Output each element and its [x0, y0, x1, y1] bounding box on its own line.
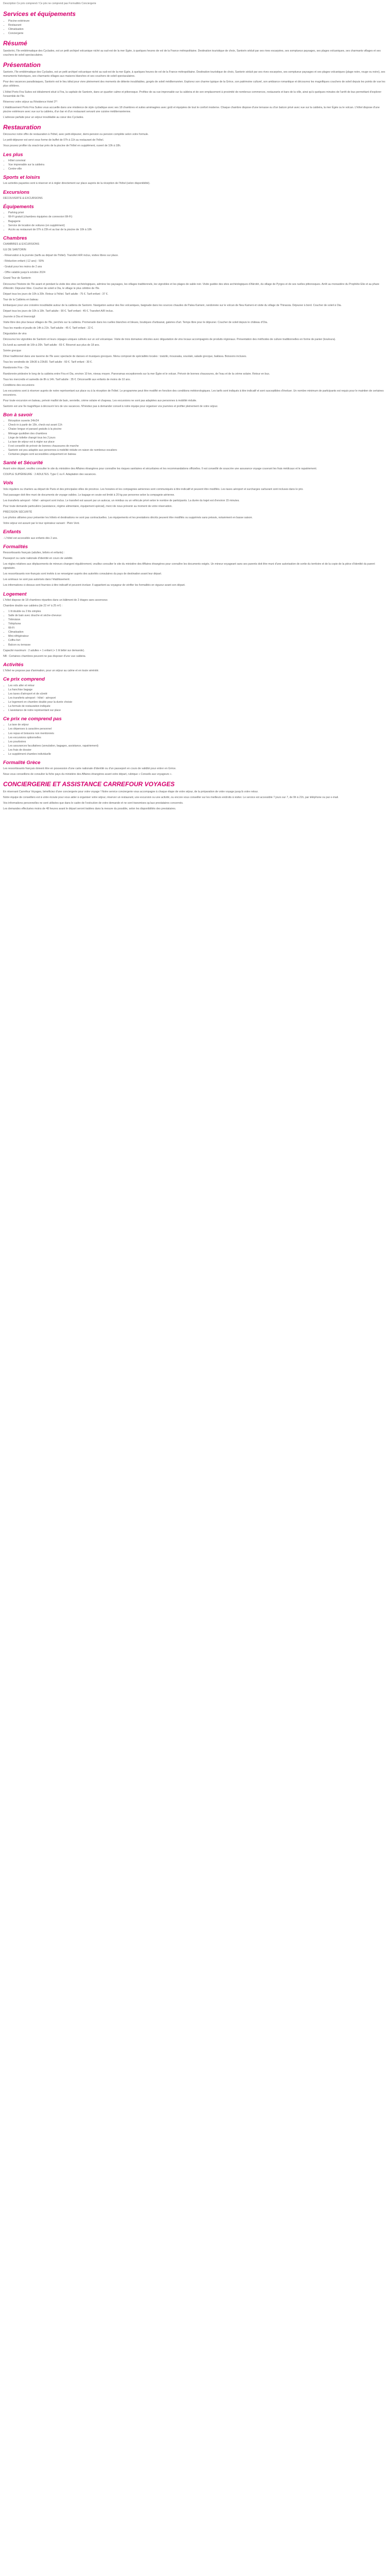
- list-item: • Les transferts aéroport - hôtel - aéroport: [8, 696, 388, 700]
- paragraph: - Gratuit pour les moins de 2 ans: [3, 265, 42, 269]
- paragraph: En réservant Carrefour Voyages, bénéficiez d'une conciergerie pour votre voyage ! Notre service conciergerie vous accompagne à chaque étape de votre séjour, de la préparation de votre voyage jusqu'à votre retour.: [3, 790, 258, 793]
- paragraph: Sandoríni, l'île emblématique des Cyclades, est un petit archipel volcanique niché au sud-est de la mer Egée, à quelques heures de vol de la France métropolitaine. Destination touristique de choix, Santorin séduit par ses rives escarpées, ses somptueux paysages, ses plages volcaniques, ses charmants villages et ses couchers de soleil spectaculaires.: [3, 49, 381, 57]
- paragraph: Nous vous conseillons de consulter la fiche pays du ministère des Affaires étrangères avant votre départ, rubrique « Conseils aux voyageurs ».: [3, 773, 172, 776]
- paragraph: Notre équipe de conseillers est à votre écoute pour vous aider à organiser votre séjour, réserver un restaurant, une excursion ou une activité, ou encore vous conseiller sur les meilleurs endroits à visiter. Le service est accessible 7 jours sur 7, de 9h à 21h, par téléphone ou par e-mail.: [3, 795, 339, 799]
- paragraph: Pour des vacances paradisiaques, Santorin est le lieu idéal pour vivre pleinement des moments de détente inoubliables, gorgés de soleil méditerranéen. Explorez son charme typique de la Grèce, son patrimoine culturel, son ambiance romantique et découvrez les magnifiques couchers de soleil depuis les points de vue les plus célèbres.: [3, 80, 385, 88]
- list-item: • Restaurant: [8, 23, 388, 27]
- paragraph: Visite libre des plus beaux villages de l'île, perchés sur la caldeira. Promenade dans les ruelles blanches et bleues, boutiques d'artisanat, galeries d'art. Temps libre pour le déjeuner. Coucher de soleil depuis le château d'Oia.: [3, 320, 268, 324]
- list-item: • Les repas et boissons non mentionnés: [8, 732, 388, 736]
- list-item: • Les assurances facultatives (annulation, bagages, assistance, rapatriement): [8, 744, 388, 748]
- section-heading: Enfants: [3, 529, 21, 535]
- paragraph: Les ressortissants français doivent être en possession d'une carte nationale d'identité ou d'un passeport en cours de validité pour entrer en Grèce.: [3, 767, 176, 771]
- paragraph: Embarquez pour une croisière inoubliable autour de la caldeira de Santorin. Navigation autour des îles volcaniques, baignade dans les sources chaudes de Palea Kameni, randonnée sur le volcan de Nea Kameni et visite du village de Thirassia. Déjeuner à bord. Coucher de soleil à Oia.: [3, 303, 342, 307]
- bullet-list: [3, 211, 388, 231]
- section-heading: Services et équipements: [3, 10, 76, 18]
- paragraph: Les photos utilisées pour présenter les hôtels et destinations ne sont pas contractuelles. Les équipements et les prestations décrits peuvent être modifiés ou supprimés sans préavis, notamment en basse saison.: [3, 516, 253, 520]
- paragraph: Tous les mardis et jeudis de 14h à 21h. Tarif adulte : 45 €. Tarif enfant : 22 €.: [3, 327, 94, 330]
- paragraph: Votre séjour est assuré par le tour opérateur suivant : Plein Vent.: [3, 522, 80, 526]
- paragraph: Chambre double vue caldeira (de 22 m² à 25 m²) :: [3, 604, 63, 607]
- paragraph: Réservez votre séjour au Résidence Hotel 3*!: [3, 100, 57, 104]
- list-item: • Les vols aller et retour: [8, 684, 388, 688]
- tabs-line: Description Ce prix comprend / Ce prix ne comprend pas Formalités Conciergerie: [3, 2, 96, 5]
- list-item: • Piscine extérieure: [8, 19, 388, 23]
- list-item: • Linge de toilette changé tous les 2 jours: [8, 436, 388, 440]
- paragraph: L'adresse parfaite pour un séjour inoubliable au cœur des Cyclades.: [3, 115, 84, 119]
- section-heading: Formalité Grèce: [3, 759, 41, 766]
- list-item: • Il est conseillé de prévoir de bonnes chaussures de marche: [8, 444, 388, 448]
- paragraph: Santorin est une île magnifique à découvrir lors de vos vacances. N'hésitez pas à demander conseil à notre équipe pour organiser vos journées et profiter pleinement de votre séjour.: [3, 404, 218, 408]
- list-item: • Les taxes d'aéroport et de sûreté: [8, 692, 388, 696]
- paragraph: Départ tous les jours de 10h à 19h. Tarif adulte : 90 €. Tarif enfant : 45 €. Transfert A/R inclus.: [3, 309, 114, 313]
- paragraph: L'Hôtel Porto Fira Suites est idéalement situé à Fira, la capitale de Santorin, dans un quartier calme et pittoresque. Profitez de sa vue imprenable sur la caldeira et de son emplacement à proximité de nombreux commerces, restaurants et bars de la ville, ainsi qu'à quelques minutes de l'arrêt de bus permettant d'explorer l'ensemble de l'île.: [3, 90, 382, 98]
- paragraph: Départ tous les jours de 10h à 20h. Retour à l'hôtel. Tarif adulte : 75 €. Tarif enfant : 37 €.: [3, 292, 108, 296]
- paragraph: Dégustation de vins: [3, 332, 27, 336]
- list-item: • Salle de bain avec douche et sèche-cheveux: [8, 614, 388, 618]
- paragraph: Les informations ci-dessus sont fournies à titre indicatif et peuvent évoluer. Il appartient au voyageur de vérifier les formalités en vigueur avant son départ.: [3, 584, 186, 587]
- list-item: • La franchise bagage: [8, 688, 388, 692]
- section-heading: Ce prix comprend: [3, 676, 45, 683]
- paragraph: Les transferts aéroport - hôtel - aéroport sont inclus. Le transfert est assuré par un autocar, un minibus ou un véhicule privé selon le nombre de participants. La durée du trajet est d'environ 15 minutes.: [3, 499, 240, 502]
- paragraph: Avant votre départ, veuillez consulter le site du ministère des Affaires étrangères pour connaître les risques sanitaires et sécuritaires et les recommandations officielles. Il est conseillé de souscrire une assurance voyage couvrant les frais médicaux et le rapatriement.: [3, 467, 317, 471]
- paragraph: Santorin, l'île emblématique des Cyclades, est un petit archipel volcanique niché au sud-est de la mer Egée, à quelques heures de vol de la France métropolitaine. Destination touristique de choix, Santorin séduit par ses rives escarpées, ses somptueux paysages et ses plages volcaniques (plage noire, rouge ou noire), ses monuments historiques, ses charmants villages aux maisons blanches et ses couchers de soleil spectaculaires.: [3, 71, 385, 78]
- paragraph: Soirée grecque: [3, 349, 22, 353]
- list-item: • Les excursions optionnelles: [8, 736, 388, 740]
- list-item: • Hôtel convivial: [8, 159, 388, 163]
- list-item: • 1 lit double ou 2 lits simples: [8, 609, 388, 614]
- list-item: • Check-in à partir de 15h, check-out avant 11h: [8, 423, 388, 427]
- list-item: • Santorin est peu adaptée aux personnes à mobilité réduite en raison de nombreux escaliers: [8, 448, 388, 452]
- section-heading: Santé et Sécurité: [3, 460, 43, 466]
- list-item: • Coffre-fort: [8, 638, 388, 642]
- section-heading: Restauration: [3, 123, 41, 131]
- paragraph: PRÉCISION SÉCURITÉ: [3, 511, 32, 514]
- list-item: • Accès au restaurant de 07h à 23h et au bar de la piscine de 10h à 18h: [8, 228, 388, 232]
- list-item: • Télévision: [8, 618, 388, 622]
- list-item: • Bagagerie: [8, 219, 388, 224]
- list-item: • Certaines plages sont accessibles uniquement en bateau: [8, 452, 388, 456]
- list-item: • La taxe de séjour: [8, 723, 388, 727]
- paragraph: Découvrez les vignobles de Santorin et leurs cépages uniques cultivés sur un sol volcanique. Visite de trois domaines viticoles avec dégustation de vins locaux accompagnés de produits régionaux. Présentation des méthodes de culture traditionnelles en forme de panier (kouloura).: [3, 338, 336, 342]
- paragraph: Journée à Oia et Imerovigli: [3, 315, 35, 318]
- paragraph: Les excursions sont à réserver auprès de notre représentant sur place ou à la réception de l'hôtel. Le programme peut être modifié en fonction des conditions météorologiques. Les tarifs sont indiqués à titre indicatif et sont susceptibles d'évoluer. Un nombre minimum de participants est requis pour le maintien de certaines excursions.: [3, 389, 384, 397]
- paragraph: - Offre valable jusqu'à octobre 2024: [3, 271, 45, 275]
- list-item: • L'assistance de notre représentant sur place: [8, 708, 388, 713]
- paragraph: Ressortissants français (adultes, bébés et enfants) :: [3, 551, 65, 555]
- paragraph: CHAMBRES & EXCURSIONS: [3, 243, 40, 246]
- paragraph: Tous les mercredis et samedis de 8h à 14h. Tarif adulte : 35 €. Déconseillé aux enfants de moins de 10 ans.: [3, 378, 131, 381]
- paragraph: Passeport ou carte nationale d'identité en cours de validité.: [3, 557, 73, 561]
- paragraph: Du lundi au samedi de 16h à 20h. Tarif adulte : 65 €. Réservé aux plus de 18 ans.: [3, 344, 100, 347]
- description-content: [3, 10, 388, 811]
- paragraph: L'hôtel ne propose pas d'animation, pour un séjour au calme et en toute sérénité.: [3, 669, 99, 673]
- paragraph: Pour toute excursion en bateau, prévoir maillot de bain, serviette, crème solaire et chapeau. Les excursions ne sont pas adaptées aux personnes à mobilité réduite.: [3, 399, 197, 402]
- paragraph: Les règles relatives aux déplacements de mineurs changent régulièrement, veuillez consulter le site du ministère des Affaires étrangères pour connaître les documents exigés. Un mineur voyageant sans ses parents doit être muni d'une autorisation de sortie du territoire et de la copie de la pièce d'identité du parent signataire.: [3, 563, 375, 570]
- paragraph: Tour de la Caldeira en bateau: [3, 298, 39, 301]
- paragraph: Randonnée Fira - Oia: [3, 366, 29, 370]
- paragraph: Tout passager doit être muni de documents de voyage valides. Le bagage en soute est limité à 20 kg par personne selon la compagnie aérienne.: [3, 493, 175, 497]
- paragraph: Tous les vendredis de 19h30 à 23h30. Tarif adulte : 60 €. Tarif enfant : 30 €.: [3, 361, 93, 364]
- section-heading: Ce prix ne comprend pas: [3, 716, 62, 722]
- list-item: • Les dépenses à caractère personnel: [8, 727, 388, 731]
- section-heading: Formalités: [3, 544, 28, 550]
- list-item: • Les pourboires: [8, 740, 388, 744]
- list-item: • La formule de restauration indiquée: [8, 704, 388, 708]
- list-item: • Mini-réfrigérateur: [8, 634, 388, 638]
- paragraph: Découvrez notre offre de restauration à l'hôtel, avec petit-déjeuner, demi-pension ou pension complète selon votre formule.: [3, 133, 149, 137]
- section-heading: Équipements: [3, 204, 34, 210]
- list-item: • Ménage quotidien des chambres: [8, 432, 388, 436]
- list-item: • Chaise longue et parasol gratuits à la piscine: [8, 427, 388, 431]
- paragraph: DÉCOUVERTE & EXCURSIONS: [3, 196, 43, 200]
- paragraph: Pour toute demande particulière (assistance, régime alimentaire, équipement spécial), merci de nous prévenir au moment de votre réservation.: [3, 505, 173, 508]
- paragraph: Vos informations personnelles ne sont utilisées que dans le cadre de l'exécution de votre demande et ne sont transmises qu'aux prestataires concernés.: [3, 801, 184, 805]
- paragraph: - L'hôtel est accessible aux enfants dès 2 ans.: [3, 536, 58, 540]
- paragraph: Les animaux ne sont pas autorisés dans l'établissement.: [3, 578, 70, 582]
- section-heading: Sports et loisirs: [3, 175, 40, 181]
- list-item: • Parking privé: [8, 211, 388, 215]
- paragraph: Vous pouvez profiter du snack-bar près de la piscine de l'hôtel en supplément, ouvert de 10h à 18h.: [3, 144, 121, 148]
- list-item: • Réception ouverte 24h/24: [8, 419, 388, 423]
- section-heading: Les plus: [3, 151, 23, 158]
- list-item: • Conciergerie: [8, 31, 388, 36]
- section-heading: Chambres: [3, 235, 27, 241]
- section-heading: Excursions: [3, 189, 30, 195]
- list-item: • Vue imprenable sur la caldeira: [8, 163, 388, 167]
- list-item: • La taxe de séjour est à régler sur place: [8, 440, 388, 444]
- bullet-list: [3, 684, 388, 713]
- bullet-list: [3, 609, 388, 647]
- product-description-page: [0, 0, 391, 818]
- paragraph: Dîner traditionnel dans une taverne de l'île avec spectacle de danses et musiques grecques. Menu composé de spécialités locales : tzatziki, moussaka, souvlaki, salade grecque, baklava. Boissons incluses.: [3, 355, 247, 359]
- section-heading: CONCIERGERIE ET ASSISTANCE CARREFOUR VOYAGES: [3, 781, 175, 788]
- section-heading: Présentation: [3, 61, 41, 69]
- paragraph: ILE DE SANTORIN: [3, 248, 26, 252]
- list-item: • Centre-ville: [8, 167, 388, 171]
- section-heading: Activités: [3, 662, 24, 668]
- list-item: • Le logement en chambre double pour la durée choisie: [8, 700, 388, 704]
- paragraph: - Réduction enfant (-12 ans) : 50%: [3, 260, 44, 263]
- list-item: • Service de location de voitures (en supplément): [8, 224, 388, 228]
- paragraph: Les activités payantes sont à réserver et à régler directement sur place auprès de la réception de l'hôtel (selon disponibilité).: [3, 182, 151, 185]
- list-item: • Le supplément chambre individuelle: [8, 752, 388, 756]
- paragraph: Capacité maximum : 2 adultes + 1 enfant (+ 1 lit bébé sur demande).: [3, 649, 85, 652]
- paragraph: Les demandes effectuées moins de 48 heures avant le départ seront traitées dans la mesure du possible, selon les disponibilités des prestataires.: [3, 807, 176, 810]
- section-heading: Résumé: [3, 40, 27, 47]
- list-item: • Climatisation: [8, 27, 388, 31]
- paragraph: Vols réguliers ou charters au départ de Paris et des principales villes de province. Les horaires et les compagnies aériennes sont communiqués à titre indicatif et peuvent être modifiés. Les taxes aéroport et surcharges carburant sont incluses dans le prix.: [3, 487, 304, 491]
- list-item: • Climatisation: [8, 630, 388, 634]
- list-item: • Wi-Fi: [8, 626, 388, 630]
- paragraph: L'hôtel dispose de 18 chambres réparties dans un bâtiment de 2 étages sans ascenseur.: [3, 598, 108, 602]
- list-item: • Les frais de dossier: [8, 748, 388, 752]
- bullet-list: [3, 19, 388, 36]
- paragraph: L'établissement Porto Fira Suites vous accueille dans une résidence de style cycladique avec ses 18 chambres et suites aménagées avec goût et équipées de tout le confort moderne. Chaque chambre dispose d'une terrasse ou d'un balcon privé avec vue sur la caldeira, la mer Égée ou le volcan. L'hôtel dispose d'une piscine extérieure avec vue sur la caldeira, d'un bar et d'un restaurant servant une cuisine méditerranéenne.: [3, 106, 380, 113]
- paragraph: Les ressortissants non-français sont invités à se renseigner auprès des autorités consulaires du pays de destination avant leur départ.: [3, 572, 162, 576]
- paragraph: NB : Certaines chambres peuvent ne pas disposer d'une vue caldeira.: [3, 654, 86, 658]
- paragraph: Découvrez l'histoire de l'île avant et pendant la visite des sites archéologiques, admirez les paysages, les villages traditionnels, les vignobles et les plages de sable noir. Visite guidée des sites archéologiques d'Akrotiri, du village de Pyrgos et de ses ruelles pittoresques. Arrêt au monastère du Prophète Elie et au phare d'Akrotiri. Déjeuner libre. Coucher de soleil à Oia, le village le plus célèbre de l'île.: [3, 282, 380, 290]
- paragraph: Le petit-déjeuner est servi sous forme de buffet de 07h à 11h au restaurant de l'hôtel.: [3, 139, 104, 142]
- list-item: • Wi-Fi gratuit (chambres équipées de connexion Wi-Fi): [8, 215, 388, 219]
- paragraph: Conditions des excursions: [3, 383, 35, 387]
- paragraph: - Réservation à la journée (tarifs au départ de l'hôtel). Transfert A/R inclus, visites libres sur place.: [3, 254, 119, 258]
- paragraph: Grand Tour de Santorin: [3, 277, 31, 280]
- paragraph: Randonnée pédestre le long de la caldeira entre Fira et Oia, environ 10 km, niveau moyen. Panoramas exceptionnels sur la mer Égée et le volcan. Prévoir de bonnes chaussures, de l'eau et de la crème solaire. Retour en bus.: [3, 372, 270, 376]
- section-heading: Bon à savoir: [3, 412, 33, 418]
- section-heading: Vols: [3, 480, 13, 486]
- bullet-list: [3, 419, 388, 456]
- paragraph: COUPLE SUPÉRIEURE : 2 ADULTES. Type C ou F. Adaptation des vacances.: [3, 473, 96, 477]
- list-item: • Balcon ou terrasse: [8, 643, 388, 647]
- bullet-list: [3, 723, 388, 756]
- list-item: • Téléphone: [8, 622, 388, 626]
- bullet-list: [3, 159, 388, 171]
- section-heading: Logement: [3, 591, 27, 597]
